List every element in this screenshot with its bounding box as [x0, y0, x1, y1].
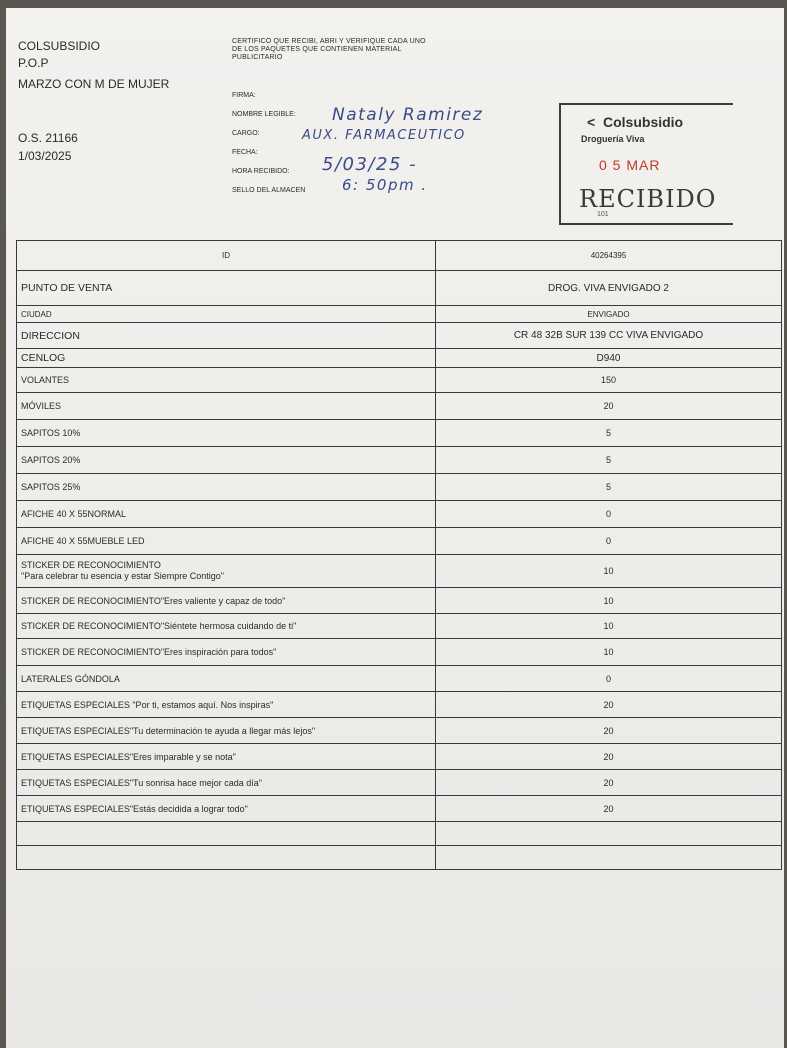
row-value: CR 48 32B SUR 139 CC VIVA ENVIGADO: [436, 323, 782, 349]
row-value: DROG. VIVA ENVIGADO 2: [436, 271, 782, 306]
row-label: STICKER DE RECONOCIMIENTO"Siéntete hermosa cuidando de ti": [17, 614, 436, 639]
row-label: [17, 846, 436, 870]
table-row: [17, 614, 782, 639]
table-row: [17, 718, 782, 744]
table-row: [17, 474, 782, 501]
nombre-label: NOMBRE LEGIBLE:: [232, 111, 296, 118]
handwritten-name: Nataly Ramirez: [332, 105, 484, 125]
row-value: 20: [436, 796, 782, 822]
row-value: 10: [436, 588, 782, 614]
row-label: AFICHE 40 X 55MUEBLE LED: [17, 528, 436, 555]
table-row: [17, 306, 782, 323]
row-value: 10: [436, 639, 782, 666]
row-value: 20: [436, 744, 782, 770]
row-label: ETIQUETAS ESPECIALES"Tu determinación te ayuda a llegar más lejos": [17, 718, 436, 744]
row-label: MÓVILES: [17, 393, 436, 420]
id-number: 40264395: [590, 251, 627, 260]
row-value: [436, 822, 782, 846]
row-value: [436, 241, 782, 271]
row-value: 20: [436, 770, 782, 796]
received-stamp: [559, 103, 733, 225]
stamp-number: 101: [597, 211, 609, 218]
row-value: 150: [436, 368, 782, 393]
fecha-label: FECHA:: [232, 149, 258, 156]
table-row: [17, 666, 782, 692]
table-row: [17, 528, 782, 555]
row-label: VOLANTES: [17, 368, 436, 393]
row-label: ETIQUETAS ESPECIALES"Estás decidida a lograr todo": [17, 796, 436, 822]
row-label: STICKER DE RECONOCIMIENTO"Eres valiente y capaz de todo": [17, 588, 436, 614]
row-label: [17, 822, 436, 846]
stamp-received: RECIBIDO: [579, 185, 717, 213]
company-name: COLSUBSIDIO: [18, 39, 101, 53]
row-label: ETIQUETAS ESPECIALES "Por ti, estamos aquí. Nos inspiras": [17, 692, 436, 718]
row-value: 5: [436, 474, 782, 501]
row-value: D940: [436, 349, 782, 368]
sello-field: [232, 187, 305, 194]
table-row: [17, 555, 782, 588]
stamp-date: 0 5 MAR: [599, 157, 661, 173]
fecha-field: [232, 149, 258, 156]
row-value: 5: [436, 447, 782, 474]
row-label: ETIQUETAS ESPECIALES"Tu sonrisa hace mejor cada día": [17, 770, 436, 796]
row-label: CIUDAD: [17, 306, 436, 323]
order-number: O.S. 21166: [18, 131, 78, 145]
row-label: STICKER DE RECONOCIMIENTO "Para celebrar tu esencia y estar Siempre Contigo": [17, 555, 436, 588]
table-row: [17, 692, 782, 718]
table-row: [17, 368, 782, 393]
delivery-receipt-sheet: [6, 8, 784, 1048]
table-row: [17, 271, 782, 306]
row-label: SAPITOS 10%: [17, 420, 436, 447]
row-label: CENLOG: [17, 349, 436, 368]
row-value: 0: [436, 666, 782, 692]
row-label: LATERALES GÓNDOLA: [17, 666, 436, 692]
row-label: DIRECCION: [17, 323, 436, 349]
table-row: [17, 639, 782, 666]
table-row: [17, 846, 782, 870]
table-row: [17, 744, 782, 770]
cargo-field: [232, 130, 260, 137]
row-value: 20: [436, 718, 782, 744]
header-left: [18, 34, 170, 163]
row-value: 20: [436, 692, 782, 718]
table-row: [17, 822, 782, 846]
certification-text: CERTIFICO QUE RECIBI, ABRI Y VERIFIQUE CADA UNO DE LOS PAQUETES QUE CONTIENEN MATERIAL PUBLICITARIO: [232, 38, 426, 61]
nombre-field: [232, 111, 296, 118]
row-label: AFICHE 40 X 55NORMAL: [17, 501, 436, 528]
handwritten-cargo: AUX. FARMACEUTICO: [302, 128, 466, 143]
table-row: [17, 447, 782, 474]
table-row: [17, 796, 782, 822]
handwritten-hora: 6: 50pm .: [342, 176, 428, 194]
materials-table: [16, 240, 782, 870]
row-value: ENVIGADO: [436, 306, 782, 323]
row-value: 10: [436, 614, 782, 639]
colsubsidio-logo-icon: <: [587, 114, 596, 130]
row-value: 5: [436, 420, 782, 447]
id-label: ID: [17, 241, 436, 271]
handwritten-fecha: 5/03/25 -: [322, 154, 418, 175]
sello-label: SELLO DEL ALMACEN: [232, 187, 306, 194]
stamp-brand: Colsubsidio: [603, 114, 684, 130]
row-value: [436, 846, 782, 870]
table-row: [17, 323, 782, 349]
cargo-label: CARGO:: [232, 130, 260, 137]
pop-label: P.O.P: [18, 56, 49, 70]
firma-label: FIRMA:: [232, 92, 256, 99]
row-value: 20: [436, 393, 782, 420]
row-label: STICKER DE RECONOCIMIENTO"Eres inspiración para todos": [17, 639, 436, 666]
row-value: 0: [436, 528, 782, 555]
hora-field: [232, 168, 290, 175]
order-date: 1/03/2025: [18, 149, 72, 163]
table-row: [17, 241, 782, 271]
table-row: [17, 420, 782, 447]
table-row: [17, 393, 782, 420]
row-label: PUNTO DE VENTA: [17, 271, 436, 306]
row-value: 0: [436, 501, 782, 528]
table-row: [17, 588, 782, 614]
firma-field: [232, 92, 256, 99]
row-value: 10: [436, 555, 782, 588]
campaign-title: MARZO CON M DE MUJER: [18, 77, 170, 91]
table-row: [17, 770, 782, 796]
table-row: [17, 349, 782, 368]
row-label: SAPITOS 20%: [17, 447, 436, 474]
row-label: ETIQUETAS ESPECIALES"Eres imparable y se nota": [17, 744, 436, 770]
hora-label: HORA RECIBIDO:: [232, 168, 290, 175]
table-row: [17, 501, 782, 528]
stamp-store: Droguería Viva: [581, 134, 645, 144]
row-label: SAPITOS 25%: [17, 474, 436, 501]
